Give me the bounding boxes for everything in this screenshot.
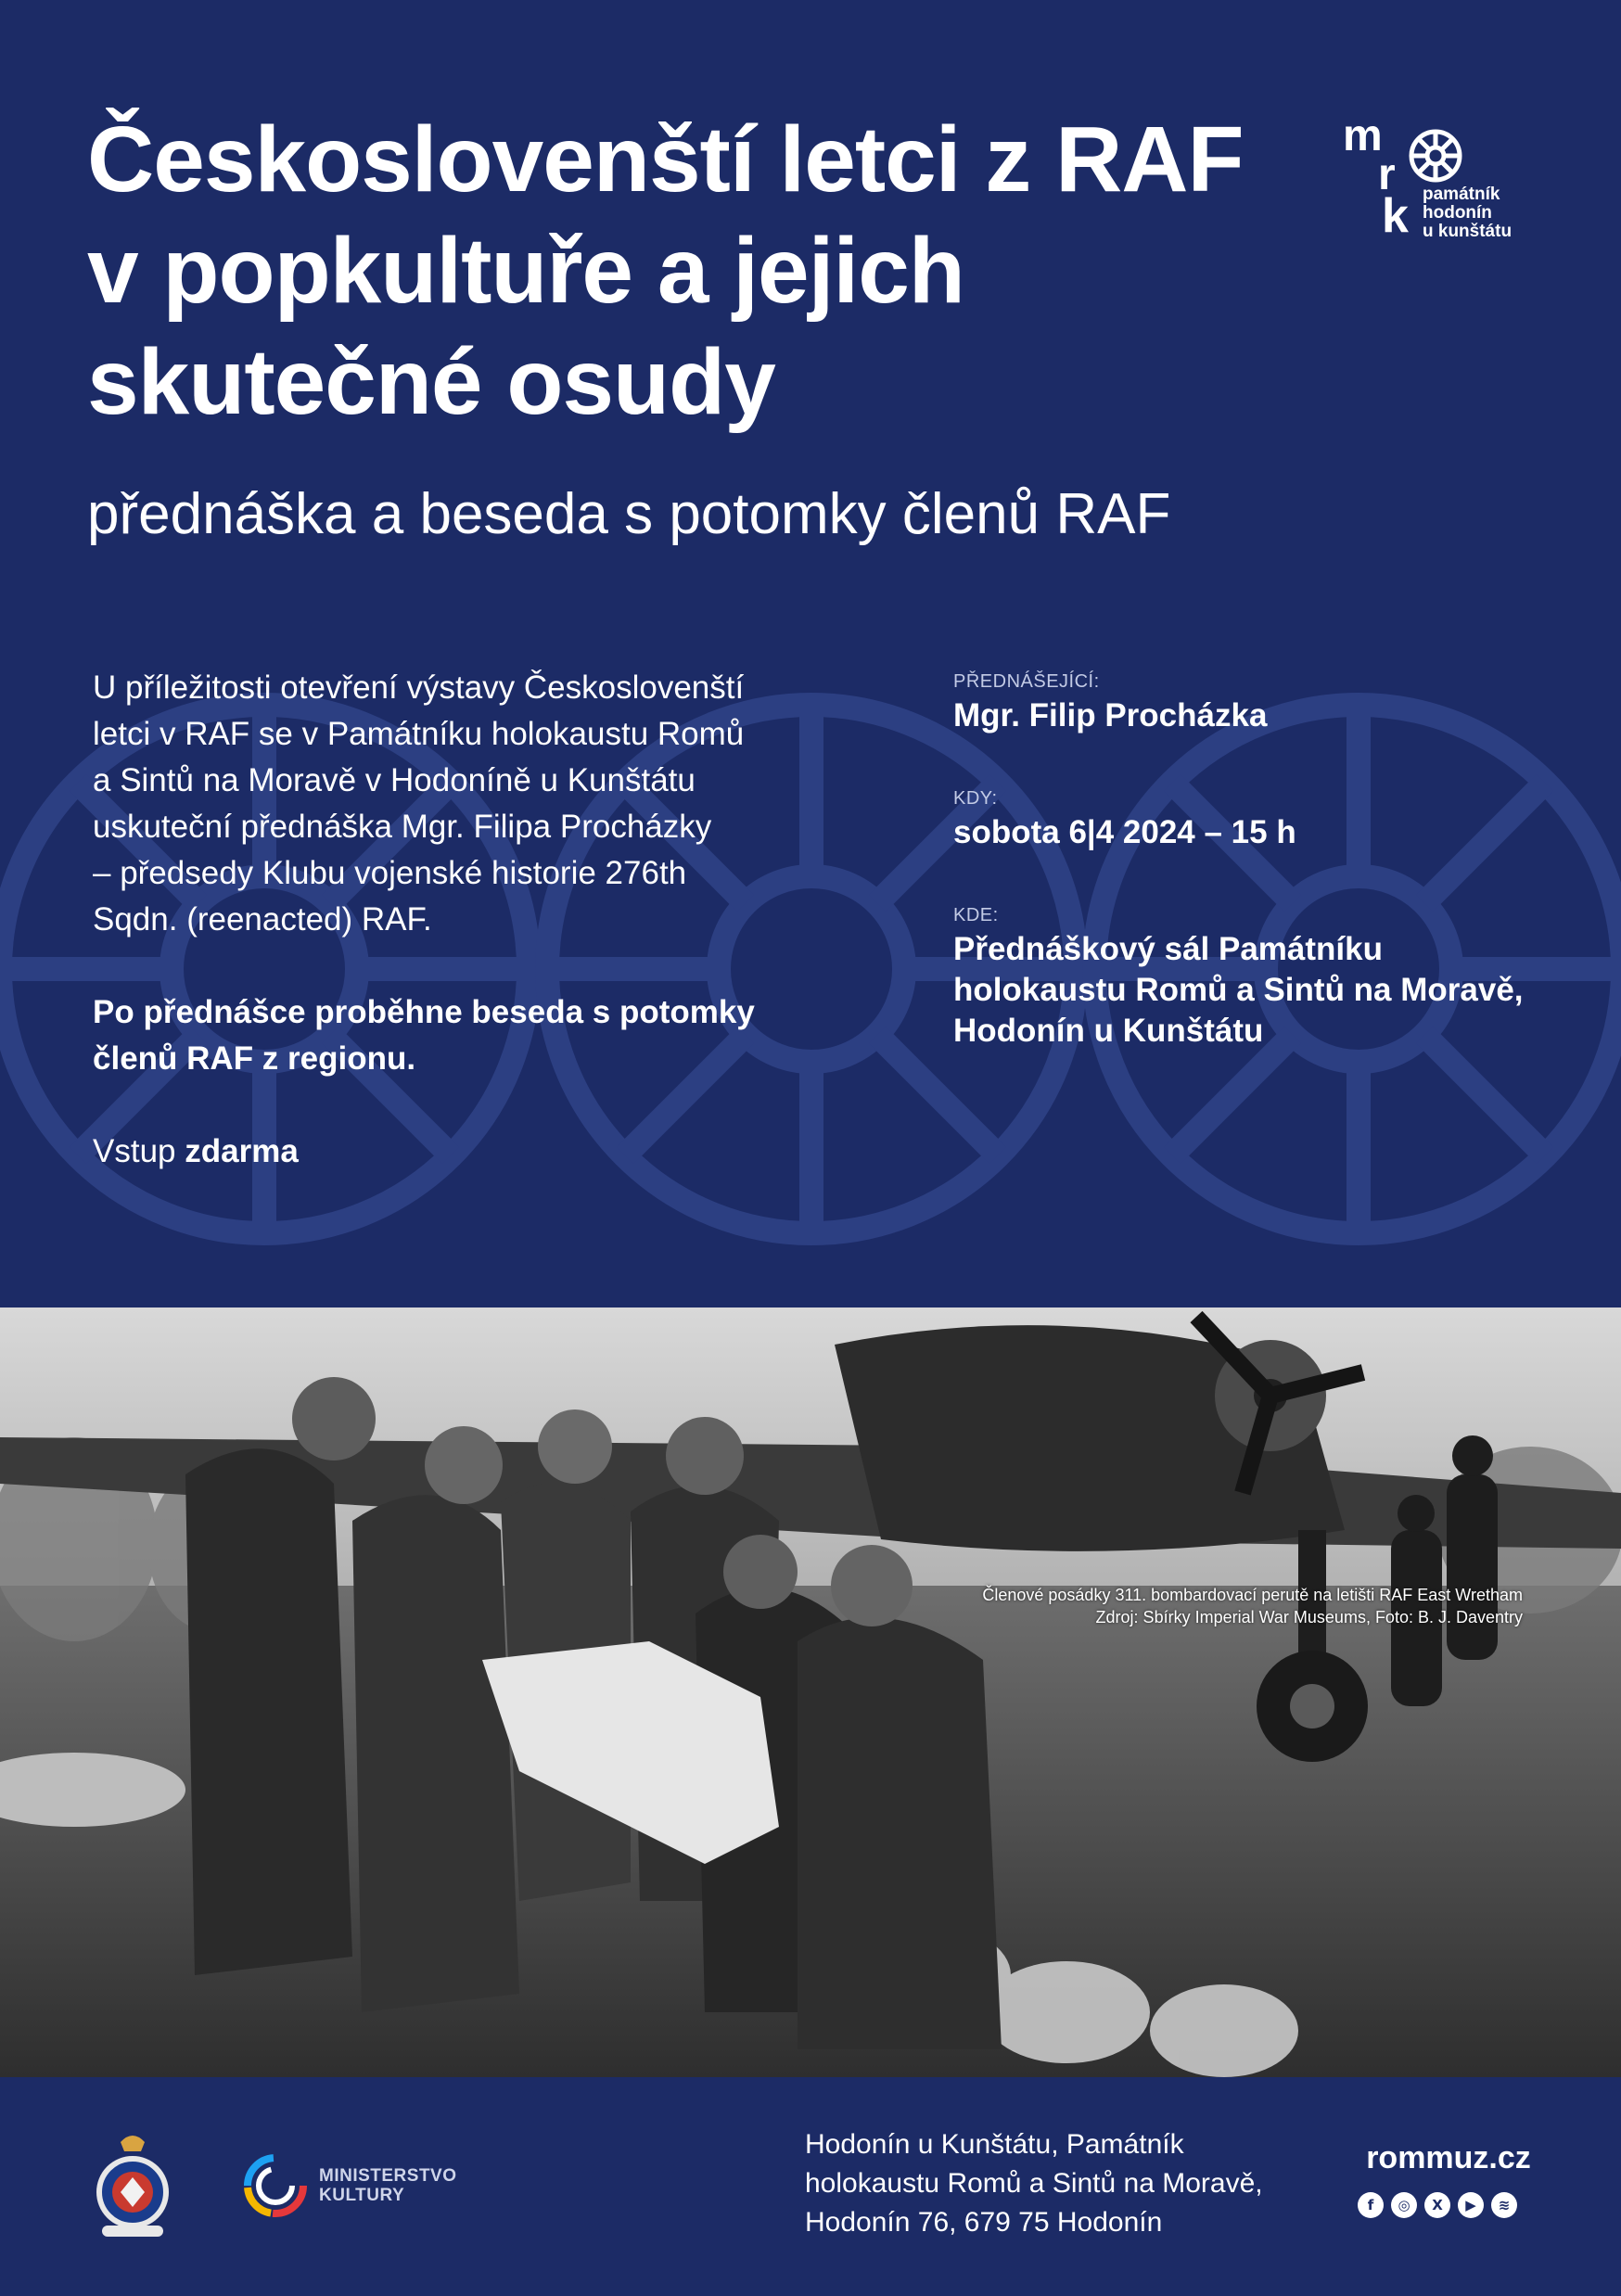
speaker-name: Mgr. Filip Procházka	[953, 697, 1268, 733]
description-line: a Sintů na Moravě v Hodoníně u Kunštátu	[93, 762, 696, 798]
venue-line: Hodonín u Kunštátu	[953, 1013, 1264, 1049]
logo-letter-m: m	[1343, 113, 1383, 160]
photo-caption	[982, 1584, 1523, 1628]
ministry-of-culture-logo-icon	[243, 2153, 308, 2218]
page-title	[87, 104, 1293, 438]
event-venue	[953, 929, 1584, 1052]
subtitle: přednáška a beseda s potomky členů RAF	[87, 482, 1171, 546]
when-label: KDY:	[953, 788, 998, 809]
instagram-icon[interactable]: ◎	[1391, 2192, 1417, 2218]
footer-address	[805, 2125, 1324, 2242]
logo-letter-r: r	[1378, 150, 1396, 199]
address-line: Hodonín 76, 679 75 Hodonín	[805, 2207, 1163, 2238]
entry-free: zdarma	[185, 1133, 299, 1169]
website-link[interactable]: rommuz.cz	[1366, 2140, 1531, 2175]
entry-prefix: Vstup	[93, 1133, 176, 1169]
caption-line: Členové posádky 311. bombardovací perutě na letišti RAF East Wretham	[982, 1586, 1523, 1604]
title-line: skutečné osudy	[87, 330, 775, 434]
logo-wheel-icon	[1411, 132, 1460, 180]
address-line: Hodonín u Kunštátu, Památník	[805, 2129, 1184, 2160]
event-info	[953, 668, 1584, 1100]
logo-text	[1423, 185, 1562, 241]
description-line: Sqdn. (reenacted) RAF.	[93, 901, 432, 938]
logo-line: hodonín	[1423, 203, 1492, 223]
description-line: uskuteční přednáška Mgr. Filipa Procházky	[93, 809, 712, 845]
speaker-block	[953, 668, 1584, 736]
x-icon[interactable]: X	[1424, 2192, 1450, 2218]
title-line: Českoslovenští letci z RAF	[87, 108, 1244, 211]
caption-line: Zdroj: Sbírky Imperial War Museums, Foto: B. J. Daventry	[1095, 1608, 1523, 1626]
description-line: U příležitosti otevření výstavy Českoslovenští	[93, 670, 745, 706]
logo-line: u kunštátu	[1423, 222, 1513, 241]
venue-line: holokaustu Romů a Sintů na Moravě,	[953, 972, 1524, 1008]
address-line: holokaustu Romů a Sintů na Moravě,	[805, 2168, 1263, 2199]
youtube-icon[interactable]: ▶	[1458, 2192, 1484, 2218]
description-line: letci v RAF se v Památníku holokaustu Romů	[93, 716, 745, 752]
speaker-label: PŘEDNÁŠEJÍCÍ:	[953, 671, 1100, 692]
ministry-line: MINISTERSTVO	[319, 2166, 457, 2186]
description-line: – předsedy Klubu vojenské historie 276th	[93, 855, 687, 891]
when-block	[953, 784, 1584, 853]
facebook-icon[interactable]: f	[1358, 2192, 1384, 2218]
squadron-crest-icon	[93, 2129, 172, 2239]
venue-line: Přednáškový sál Památníku	[953, 931, 1383, 967]
note-line: členů RAF z regionu.	[93, 1040, 416, 1077]
note-line: Po přednášce proběhne beseda s potomky	[93, 994, 755, 1030]
where-label: KDE:	[953, 905, 999, 925]
logo-letter-k: k	[1382, 189, 1409, 243]
ministry-of-culture-text	[319, 2166, 457, 2205]
event-description	[93, 665, 798, 1175]
title-line: v popkultuře a jejich	[87, 219, 964, 323]
event-date: sobota 6|4 2024 – 15 h	[953, 814, 1296, 850]
historical-photo	[0, 1307, 1621, 2077]
entry-note	[93, 1129, 798, 1175]
description-paragraph	[93, 665, 798, 943]
spotify-icon[interactable]: ≋	[1491, 2192, 1517, 2218]
ministry-line: KULTURY	[319, 2186, 405, 2205]
discussion-note	[93, 989, 798, 1082]
logo-line: památník	[1423, 185, 1500, 204]
where-block	[953, 901, 1584, 1052]
social-links	[1358, 2192, 1534, 2220]
